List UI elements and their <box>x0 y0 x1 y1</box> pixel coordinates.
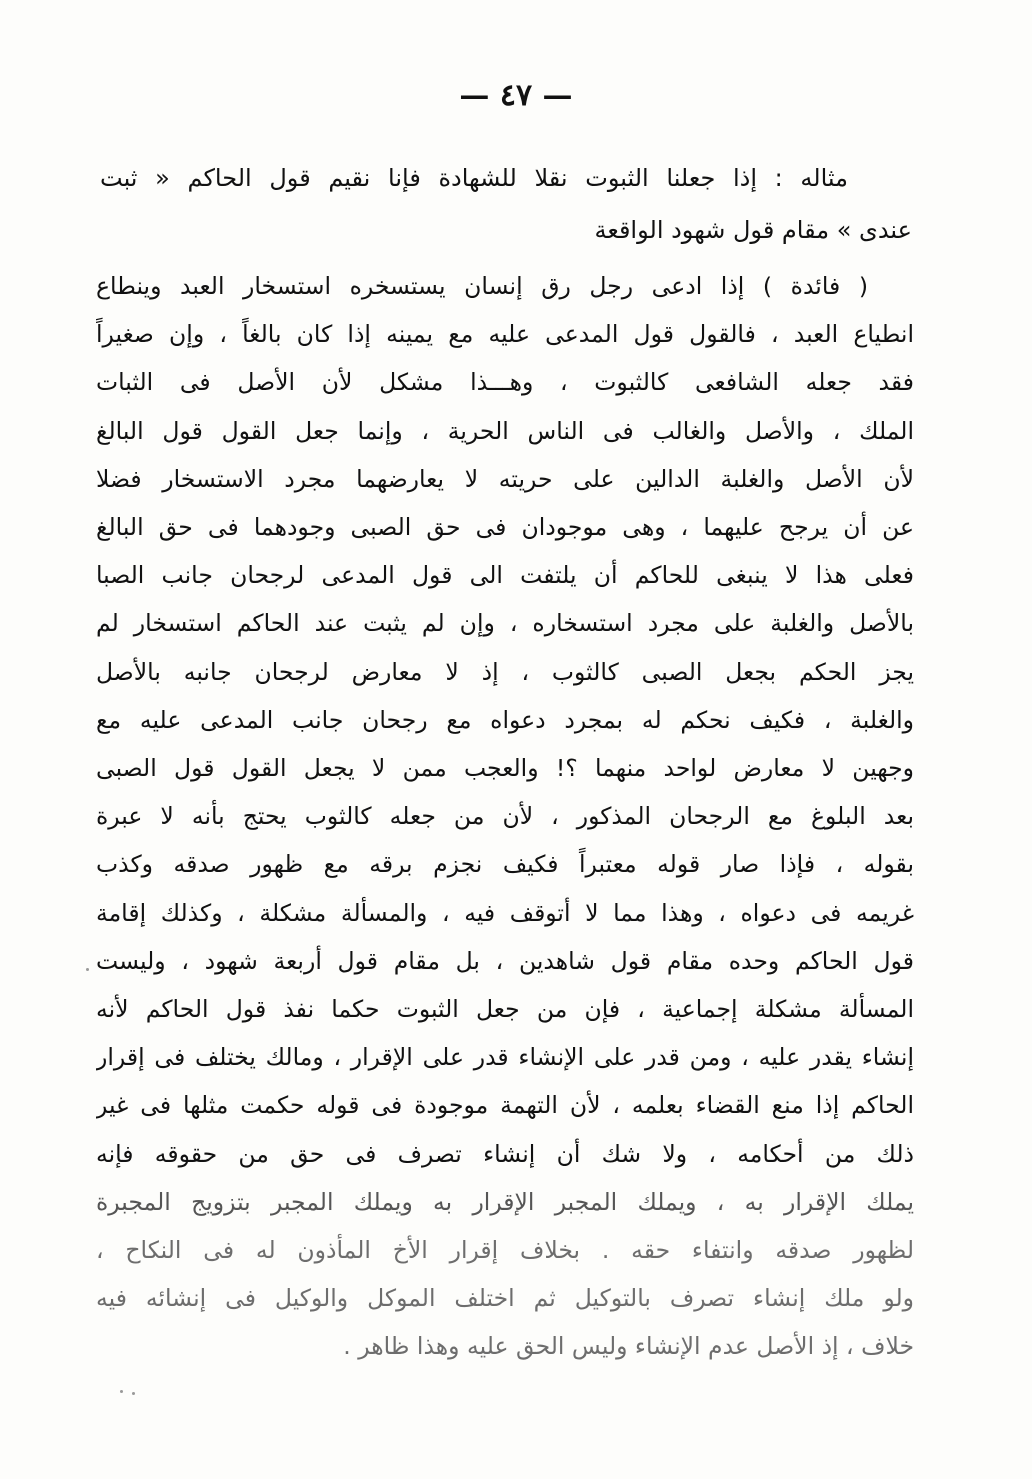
scan-speck <box>132 1392 135 1395</box>
text-line: خلاف ، إذ الأصل عدم الإنشاء وليس الحق عليه وهذا ظاهر . <box>343 1332 914 1361</box>
text-line: وجهين لا معارض لواحد منهما ؟! والعجب ممن لا يجعل القول قول الصبى <box>96 754 914 783</box>
text-line: يملك الإقرار به ، ويملك المجبر الإقرار به ويملك المجبر بتزويج المجبرة <box>96 1187 914 1216</box>
scan-speck <box>86 968 89 971</box>
text-line: بالأصل والغلبة على مجرد استسخاره ، وإن لم يثبت عند الحاكم استسخار لم <box>96 609 914 638</box>
text-line: يجز الحكم بجعل الصبى كالثوب ، إذ لا معارض لرجحان جانبه بالأصل <box>96 657 914 686</box>
text-line: ولو ملك إنشاء تصرف بالتوكيل ثم اختلف الموكل والوكيل فى إنشائه فيه <box>96 1284 914 1313</box>
text-line: قول الحاكم وحده مقام قول شاهدين ، بل مقام قول أربعة شهود ، وليست <box>96 946 914 975</box>
intro-paragraph <box>100 152 912 256</box>
text-line: غريمه فى دعواه ، وهذا مما لا أتوقف فيه ، والمسألة مشكلة ، وكذلك إقامة <box>96 898 914 927</box>
body-paragraph <box>96 262 914 1371</box>
text-line: مثاله : إذا جعلنا الثبوت نقلا للشهادة فإنا نقيم قول الحاكم « ثبت <box>100 164 848 192</box>
text-line: الحاكم إذا منع القضاء بعلمه ، لأن التهمة موجودة فى قوله حكمت مثلها فى غير <box>96 1091 914 1120</box>
text-line: عن أن يرجح عليهما ، وهى موجودان فى حق الصبى وجودهما فى حق البالغ <box>96 513 914 542</box>
text-line: فعلى هذا لا ينبغى للحاكم أن يلتفت الى قول المدعى لرجحان جانب الصبا <box>96 561 914 590</box>
text-line: بعد البلوغ مع الرجحان المذكور ، لأن من جعله كالثوب يحتج بأنه لا عبرة <box>96 802 914 831</box>
text-line: إنشاء يقدر عليه ، ومن قدر على الإنشاء قدر على الإقرار ، ومالك يختلف فى إقرار <box>96 1043 914 1072</box>
text-line: فقد جعله الشافعى كالثبوت ، وهـــذا مشكل لأن الأصل فى الثبات <box>96 368 914 397</box>
text-line: بقوله ، فإذا صار قوله معتبراً فكيف نجزم برقه مع ظهور صدقه وكذب <box>96 850 914 879</box>
text-line: ( فائدة ) إذا ادعى رجل رق إنسان يستسخره استسخار العبد وينطاع <box>96 272 868 300</box>
scan-speck <box>120 1390 123 1393</box>
text-line: لأن الأصل والغلبة الدالين على حريته لا يعارضهما مجرد الاستسخار فضلا <box>96 464 914 493</box>
text-line: والغلبة ، فكيف نحكم له بمجرد دعواه مع رجحان جانب المدعى عليه مع <box>96 705 914 734</box>
text-line: ذلك من أحكامه ، ولا شك أن إنشاء تصرف فى حق من حقوقه فإنه <box>96 1139 914 1168</box>
text-line: عندى » مقام قول شهود الواقعة <box>594 216 912 244</box>
text-line: الملك ، والأصل والغالب فى الناس الحرية ، وإنما جعل القول قول البالغ <box>96 416 914 445</box>
text-line: لظهور صدقه وانتفاء حقه . بخلاف إقرار الأخ المأذون له فى النكاح ، <box>96 1236 914 1265</box>
text-line: انطياع العبد ، فالقول قول المدعى عليه مع يمينه إذا كان بالغاً ، وإن صغيراً <box>96 320 914 349</box>
page-number: — ٤٧ — <box>459 78 573 113</box>
text-line: المسألة مشكلة إجماعية ، فإن من جعل الثبوت حكما نفذ قول الحاكم لأنه <box>96 995 914 1024</box>
